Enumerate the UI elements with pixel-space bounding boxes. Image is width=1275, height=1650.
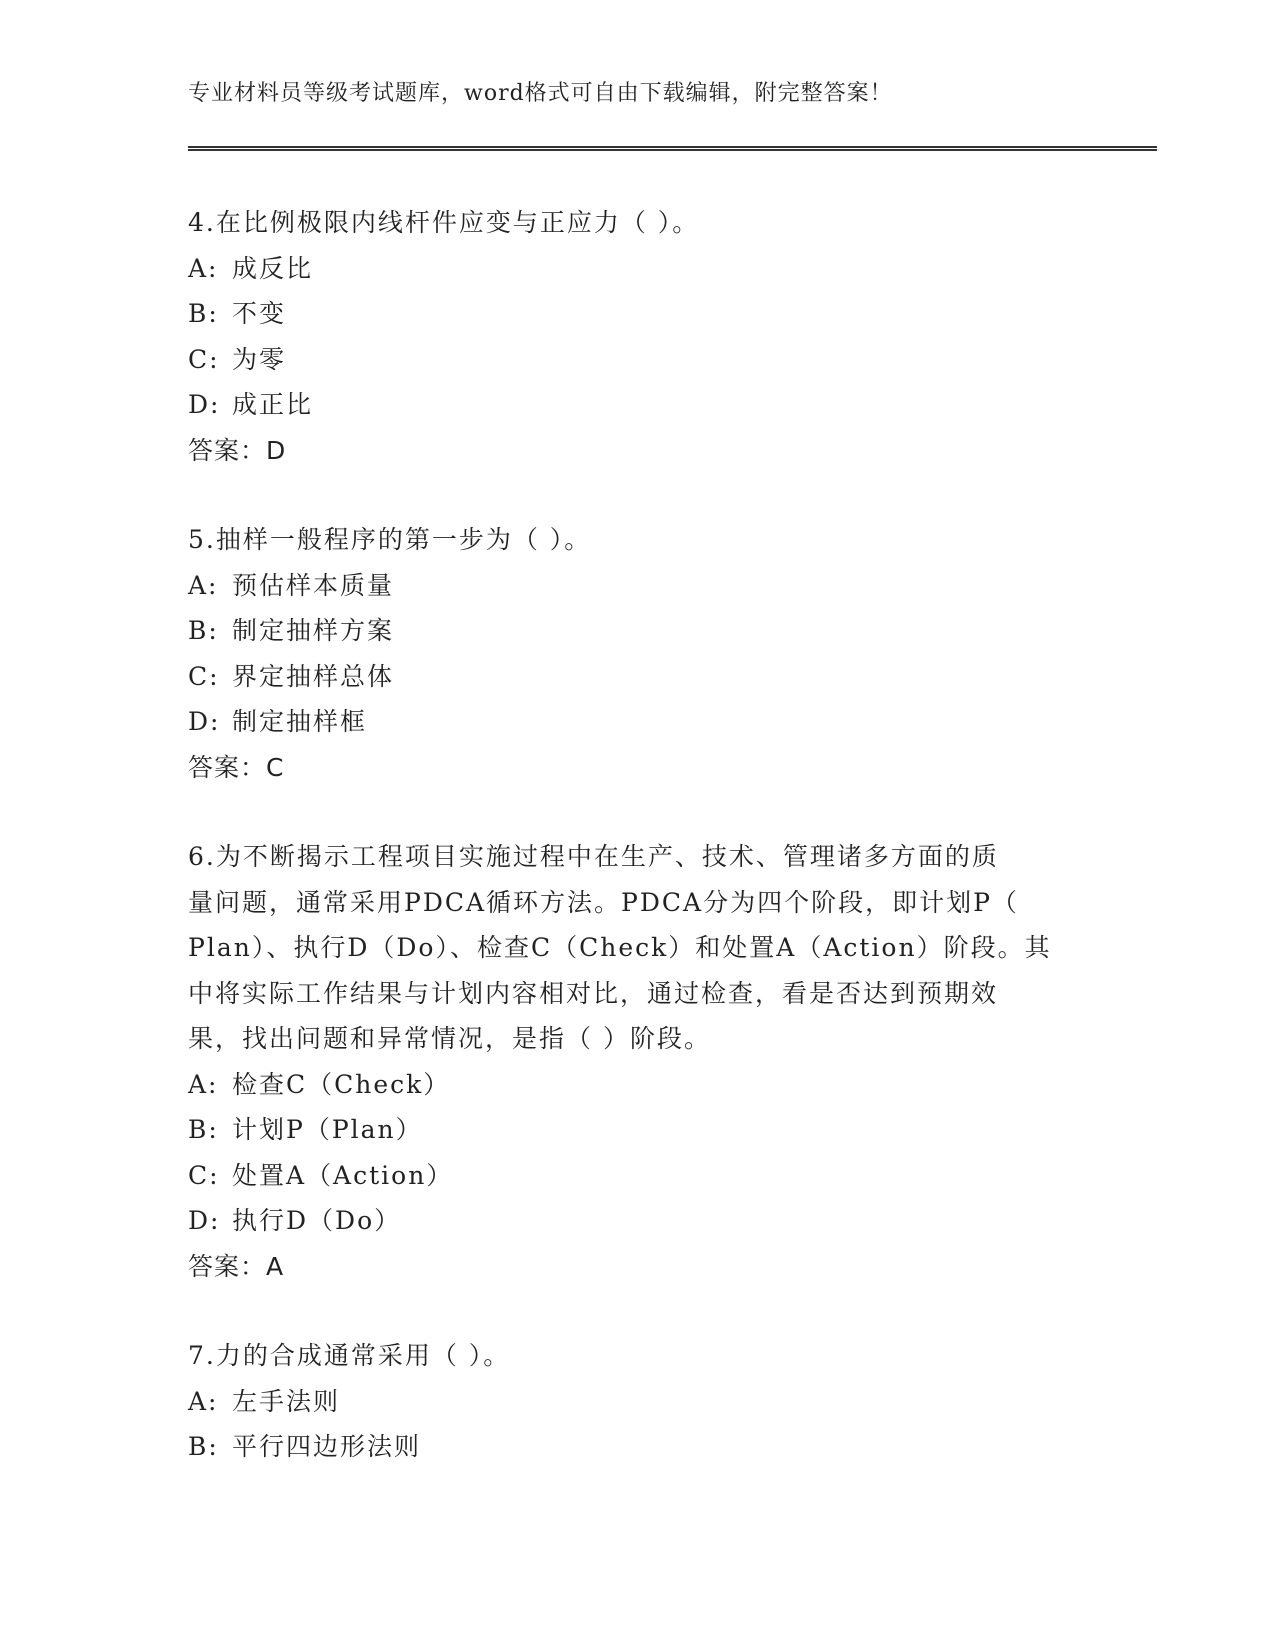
- option-b: [188, 1107, 1088, 1153]
- option-text: 制定抽样框: [232, 707, 368, 736]
- question-stem-line: 量问题，通常采用PDCA循环方法。PDCA分为四个阶段，即计划P（: [188, 887, 1019, 917]
- question-stem-line: 中将实际工作结果与计划内容相对比，通过检查，看是否达到预期效: [188, 978, 999, 1008]
- question-stem-line: Plan）、执行D（Do）、检查C（Check）和处置A（Action）阶段。其: [188, 933, 1052, 962]
- option-a: [188, 1379, 1088, 1425]
- document-header: 专业材料员等级考试题库，word格式可自由下载编辑，附完整答案！: [188, 81, 893, 106]
- question-stem-line: 6.为不断揭示工程项目实施过程中在生产、技术、管理诸多方面的质: [188, 842, 999, 871]
- option-b: [188, 1424, 1088, 1470]
- question-stem-line: 果，找出问题和异常情况，是指（ ）阶段。: [188, 1024, 711, 1053]
- option-a: [188, 563, 1088, 609]
- option-d: [188, 382, 1088, 428]
- option-key: A:: [188, 1386, 219, 1416]
- question-5: [188, 517, 1088, 790]
- option-key: D:: [188, 390, 221, 419]
- answer-line: 答案：D: [188, 435, 287, 465]
- option-text: 界定抽样总体: [232, 661, 395, 691]
- option-text: 不变: [232, 299, 287, 328]
- option-text: 为零: [232, 344, 287, 374]
- option-text: 预估样本质量: [232, 570, 395, 600]
- answer-line: 答案：A: [188, 1251, 285, 1281]
- question-stem: 7.力的合成通常采用（ ）。: [188, 1341, 511, 1370]
- question-list: [188, 200, 1088, 1514]
- option-text: 计划P（Plan）: [232, 1115, 423, 1144]
- option-a: [188, 1062, 1088, 1108]
- option-text: 左手法则: [232, 1386, 341, 1416]
- option-key: B:: [188, 1432, 219, 1461]
- option-text: 检查C（Check）: [232, 1069, 451, 1099]
- option-key: A:: [188, 1069, 219, 1099]
- option-a: [188, 246, 1088, 292]
- option-key: A:: [188, 570, 219, 600]
- option-key: C:: [188, 661, 220, 691]
- option-d: [188, 699, 1088, 745]
- question-4: [188, 200, 1088, 473]
- option-key: C:: [188, 1160, 220, 1190]
- header-divider: [188, 146, 1157, 151]
- option-key: C:: [188, 344, 220, 374]
- option-b: [188, 608, 1088, 654]
- option-key: D:: [188, 1206, 221, 1235]
- question-6: [188, 834, 1088, 1289]
- answer-line: 答案：C: [188, 752, 285, 782]
- option-d: [188, 1198, 1088, 1244]
- question-7: [188, 1333, 1088, 1470]
- option-key: B:: [188, 299, 219, 328]
- option-text: 平行四边形法则: [232, 1432, 422, 1461]
- option-text: 成正比: [232, 390, 314, 419]
- option-c: [188, 337, 1088, 383]
- question-stem: 5.抽样一般程序的第一步为（ ）。: [188, 525, 592, 554]
- option-key: D:: [188, 707, 221, 736]
- option-key: A:: [188, 253, 219, 283]
- option-text: 处置A（Action）: [232, 1160, 454, 1190]
- option-text: 制定抽样方案: [232, 616, 395, 645]
- option-text: 执行D（Do）: [232, 1206, 402, 1235]
- question-stem: 4.在比例极限内线杆件应变与正应力（ ）。: [188, 208, 700, 237]
- option-c: [188, 1153, 1088, 1199]
- option-text: 成反比: [232, 253, 314, 283]
- option-key: B:: [188, 616, 219, 645]
- option-b: [188, 291, 1088, 337]
- option-key: B:: [188, 1115, 219, 1144]
- option-c: [188, 654, 1088, 700]
